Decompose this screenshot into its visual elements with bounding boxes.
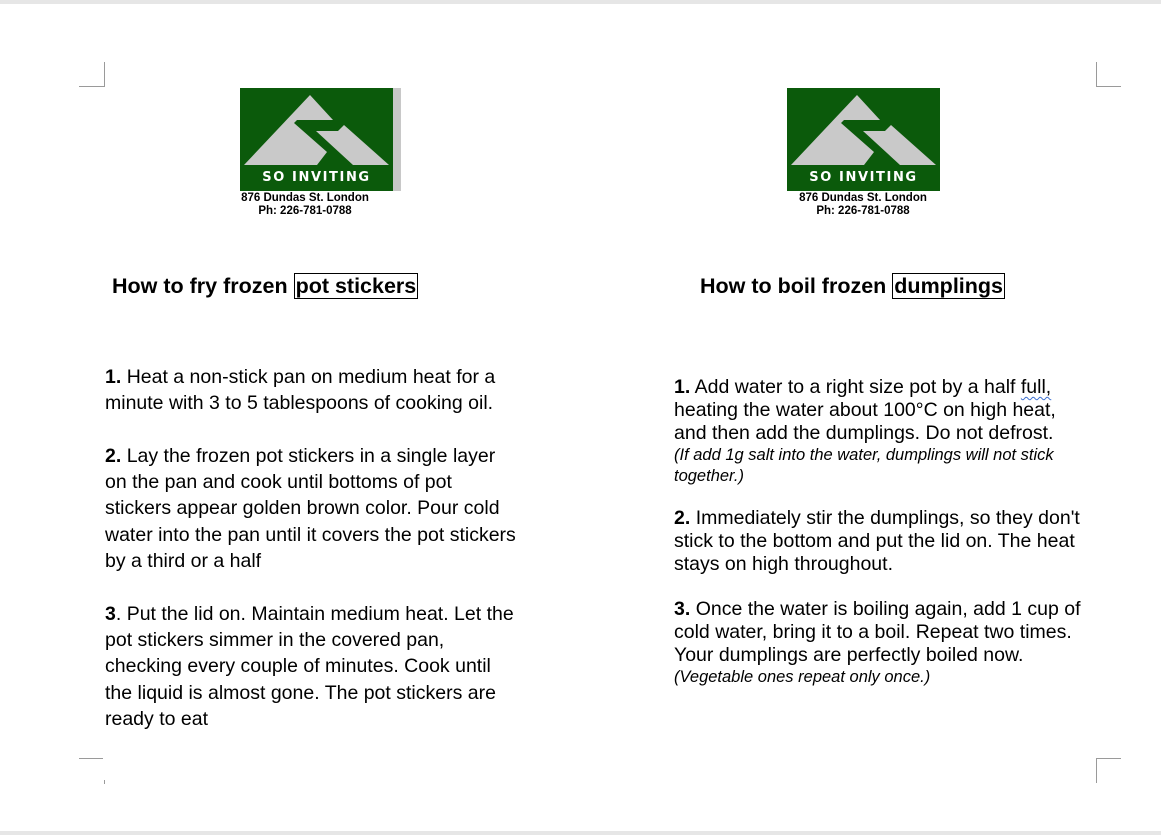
step-note: (Vegetable ones repeat only once.) — [674, 668, 931, 686]
address-block — [778, 192, 948, 218]
step-text: heating the water about 100°C on high heat, — [674, 399, 1056, 421]
right-step-1 — [674, 376, 1056, 487]
phone-line: Ph: 226-781-0788 — [258, 205, 352, 217]
step-text: water into the pan until it covers the pot stickers — [105, 523, 516, 546]
top-border — [0, 0, 1161, 4]
step-number: 3. — [674, 598, 691, 620]
address-block — [220, 192, 390, 218]
crop-mark — [104, 780, 105, 784]
address-line: 876 Dundas St. London — [241, 192, 369, 204]
mountain-logo-icon — [240, 88, 393, 173]
left-step-3 — [105, 601, 514, 732]
step-number: 1. — [674, 376, 691, 398]
step-note: together.) — [674, 467, 745, 485]
step-text: minute with 3 to 5 tablespoons of cooking oil. — [105, 392, 494, 415]
step-number: 2. — [105, 445, 122, 467]
left-title — [112, 274, 418, 299]
right-title-boxed: dumplings — [894, 274, 1003, 298]
spellcheck-word: full, — [1020, 376, 1052, 398]
mountain-logo-icon — [787, 88, 940, 173]
crop-mark — [104, 62, 105, 87]
step-text: cold water, bring it to a boil. Repeat two times. — [674, 621, 1072, 643]
step-text: Once the water is boiling again, add 1 cup of — [695, 598, 1081, 620]
step-text: stick to the bottom and put the lid on. The heat — [674, 530, 1075, 552]
logo-text: SO INVITING — [809, 170, 918, 185]
logo-side-strip — [393, 88, 401, 191]
crop-mark — [79, 758, 103, 759]
step-text: Lay the frozen pot stickers in a single layer — [126, 445, 496, 467]
crop-mark — [1096, 62, 1097, 87]
right-step-2 — [674, 507, 1080, 576]
right-title-prefix: How to boil frozen — [700, 274, 893, 298]
bottom-border — [0, 831, 1161, 835]
step-text: ready to eat — [105, 707, 208, 730]
step-note: (If add 1g salt into the water, dumplings will not stick — [674, 446, 1054, 464]
step-text: stays on high throughout. — [674, 553, 893, 575]
step-text: Heat a non-stick pan on medium heat for a — [126, 366, 496, 388]
crop-mark — [79, 86, 105, 87]
logo-text: SO INVITING — [262, 170, 371, 185]
step-text: by a third or a half — [105, 549, 262, 572]
step-text: Your dumplings are perfectly boiled now. — [674, 644, 1024, 666]
step-text: stickers appear golden brown color. Pour cold — [105, 497, 500, 520]
step-text: and then add the dumplings. Do not defrost. — [674, 422, 1054, 444]
right-step-3 — [674, 598, 1081, 688]
step-text: pot stickers simmer in the covered pan, — [105, 629, 445, 652]
step-text: checking every couple of minutes. Cook until — [105, 655, 491, 678]
crop-mark — [1096, 86, 1121, 87]
crop-mark — [1096, 758, 1121, 759]
step-text: Add water to a right size pot by a half — [694, 376, 1021, 398]
step-text: . Put the lid on. Maintain medium heat. Let the — [115, 603, 514, 625]
step-number: 2. — [674, 507, 691, 529]
step-text: on the pan and cook until bottoms of pot — [105, 471, 452, 494]
step-number: 1. — [105, 366, 122, 388]
step-text: the liquid is almost gone. The pot stickers are — [105, 681, 496, 704]
crop-mark — [1096, 758, 1097, 783]
left-title-boxed: pot stickers — [295, 274, 417, 298]
left-step-2 — [105, 443, 516, 574]
company-logo — [787, 88, 940, 191]
right-title — [700, 274, 1005, 299]
left-title-prefix: How to fry frozen — [112, 274, 294, 298]
phone-line: Ph: 226-781-0788 — [816, 205, 910, 217]
company-logo — [240, 88, 393, 191]
step-text: Immediately stir the dumplings, so they don't — [695, 507, 1080, 529]
step-number: 3 — [105, 603, 116, 625]
address-line: 876 Dundas St. London — [799, 192, 927, 204]
left-step-1 — [105, 364, 495, 416]
